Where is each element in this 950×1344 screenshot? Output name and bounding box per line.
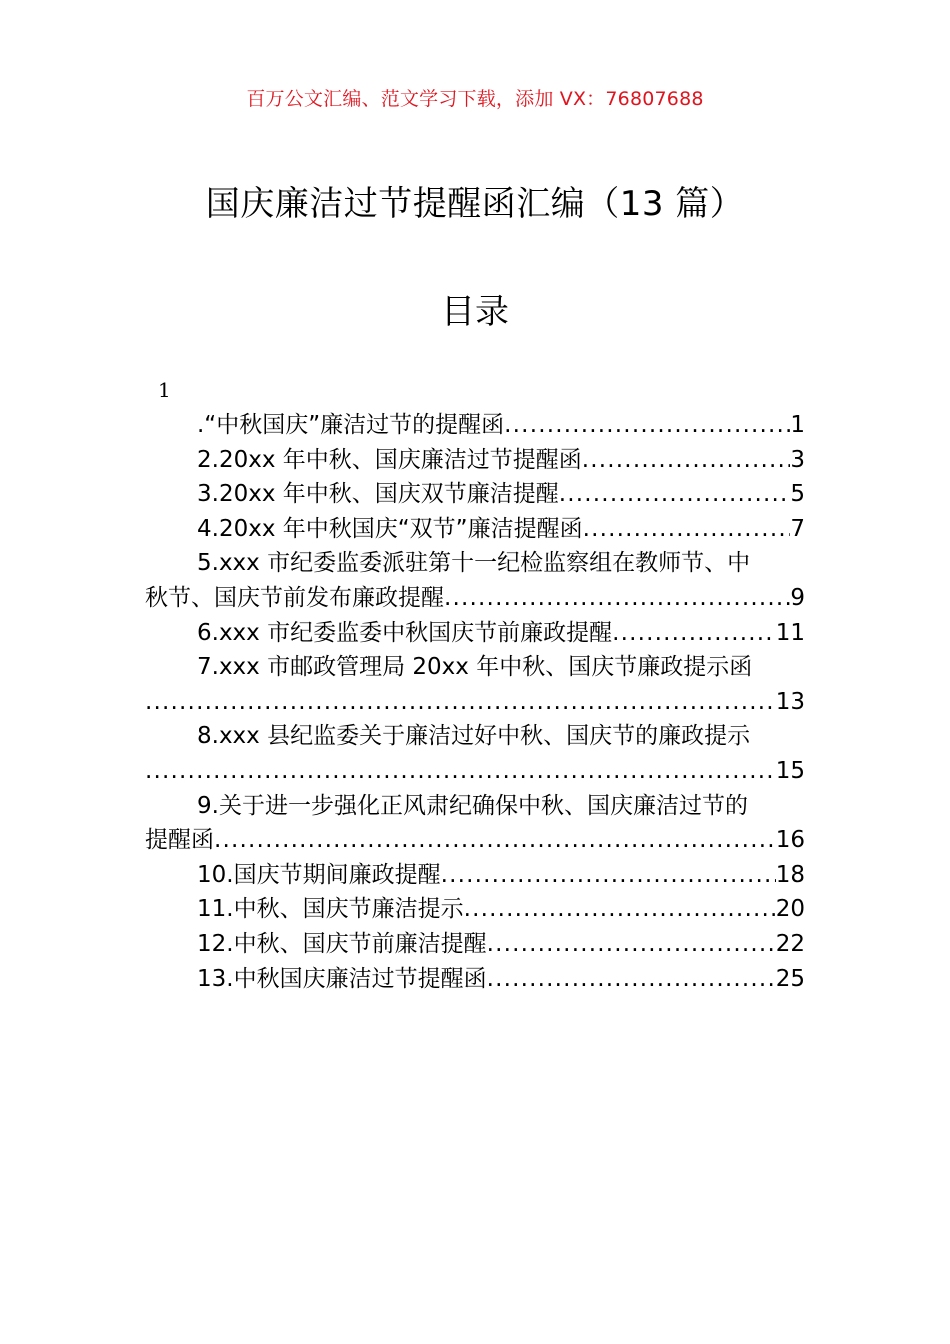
toc-entry[interactable]: [145, 443, 805, 478]
dot-leader: [214, 823, 776, 858]
dot-leader: [582, 443, 791, 478]
toc-entry[interactable]: [145, 858, 805, 893]
toc-entry-title: 5.xxx 市纪委监委派驻第十一纪检监察组在教师节、中: [197, 550, 751, 577]
toc-entry-page: 20: [775, 896, 805, 923]
toc-entry[interactable]: [145, 408, 805, 443]
toc-entry-page: 11: [775, 619, 805, 646]
toc-entry-page: 13: [775, 688, 805, 715]
toc-entry-title: 3.20xx 年中秋、国庆双节廉洁提醒: [197, 481, 559, 508]
toc-entry[interactable]: [145, 719, 805, 788]
toc-entry-page: 18: [775, 861, 805, 888]
toc-entry-title-continued: 秋节、国庆节前发布廉政提醒: [145, 584, 444, 611]
toc-entry-page: 9: [790, 584, 805, 611]
toc-entry-title: 10.国庆节期间廉政提醒: [197, 861, 441, 888]
toc-entry-title: 8.xxx 县纪监委关于廉洁过好中秋、国庆节的廉政提示: [197, 723, 751, 750]
toc-entry-title: 11.中秋、国庆节廉洁提示: [197, 896, 464, 923]
dot-leader: [441, 858, 776, 893]
toc-list-marker: 1: [158, 378, 171, 402]
toc-entry-title: 4.20xx 年中秋国庆“双节”廉洁提醒函: [197, 515, 583, 542]
dot-leader: [583, 512, 791, 547]
toc-entry-title: 2.20xx 年中秋、国庆廉洁过节提醒函: [197, 446, 582, 473]
dot-leader: [612, 616, 776, 651]
toc-heading: 目录: [441, 292, 509, 332]
toc-entry-page: 3: [790, 446, 805, 473]
dot-leader: [444, 581, 790, 616]
toc-entry-page: 15: [775, 757, 805, 784]
dot-leader: [504, 408, 790, 443]
dot-leader: [487, 962, 776, 997]
toc-entry-page: 5: [790, 481, 805, 508]
table-of-contents: [145, 408, 805, 996]
dot-leader: [464, 892, 776, 927]
toc-entry[interactable]: [145, 892, 805, 927]
dot-leader: [145, 754, 776, 789]
toc-entry-title: 9.关于进一步强化正风肃纪确保中秋、国庆廉洁过节的: [197, 792, 748, 819]
toc-entry-title: .“中秋国庆”廉洁过节的提醒函: [197, 412, 505, 438]
toc-entry-page: 7: [790, 515, 805, 542]
toc-entry-page: 22: [775, 930, 805, 957]
toc-entry-page: 25: [775, 965, 805, 992]
toc-entry[interactable]: [145, 789, 805, 858]
download-banner: 百万公文汇编、范文学习下载，添加 VX：76807688: [246, 88, 704, 110]
toc-entry[interactable]: [145, 546, 805, 615]
toc-entry[interactable]: [145, 650, 805, 719]
toc-entry-title-continued: 提醒函: [145, 827, 214, 854]
toc-entry[interactable]: [145, 616, 805, 651]
toc-entry[interactable]: [145, 927, 805, 962]
toc-entry-page: 16: [775, 827, 805, 854]
toc-entry-title: 12.中秋、国庆节前廉洁提醒: [197, 930, 487, 957]
toc-entry-title: 6.xxx 市纪委监委中秋国庆节前廉政提醒: [197, 619, 613, 646]
toc-entry-title: 7.xxx 市邮政管理局 20xx 年中秋、国庆节廉政提示函: [197, 654, 753, 681]
toc-entry[interactable]: [145, 962, 805, 997]
dot-leader: [487, 927, 776, 962]
document-title: 国庆廉洁过节提醒函汇编（13 篇）: [205, 184, 745, 224]
dot-leader: [559, 477, 791, 512]
toc-entry-page: 1: [790, 412, 805, 438]
toc-entry[interactable]: [145, 477, 805, 512]
toc-entry-title: 13.中秋国庆廉洁过节提醒函: [197, 965, 487, 992]
dot-leader: [145, 685, 776, 720]
toc-entry[interactable]: [145, 512, 805, 547]
